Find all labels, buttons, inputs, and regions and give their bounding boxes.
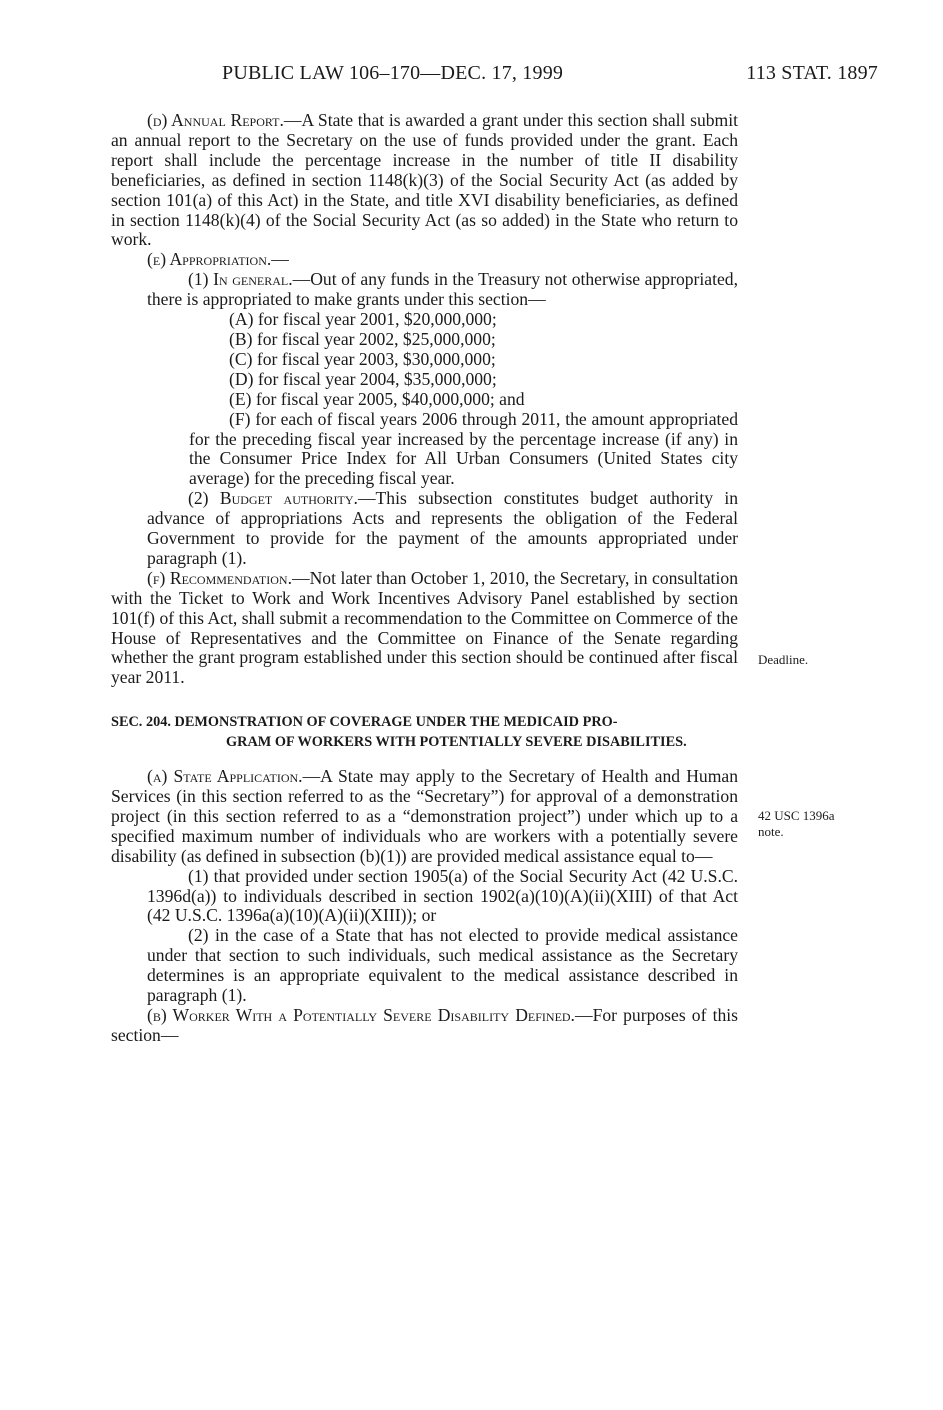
section-204-heading	[111, 713, 738, 753]
item-e-c: (C) for fiscal year 2003, $30,000,000;	[229, 348, 496, 369]
heading-204-b: (b) Worker With a Potentially Severe Disability Defined.	[147, 1004, 575, 1025]
heading-e2: (2) Budget authority.	[188, 488, 358, 509]
text-204-a: —A State may apply to the Secretary of Health and Human Services (in this section referred to as the “Secretary”) for approval of a demonstration project (in this section referred to as a “demonstration project”) under which up to a specified maximum number of individuals who are workers with a potentially severe disability (as defined in subsection (b)(1)) are provided medical assistance equal to—	[111, 766, 738, 866]
item-e-d: (D) for fiscal year 2004, $35,000,000;	[229, 368, 497, 389]
stat-page-number: 113 STAT. 1897	[746, 62, 878, 84]
item-e-b: (B) for fiscal year 2002, $25,000,000;	[229, 328, 496, 349]
margin-note-deadline: Deadline.	[758, 652, 809, 667]
usc-citation: 42 USC 1396a	[758, 808, 835, 823]
heading-f: (f) Recommendation.	[147, 567, 292, 588]
section-heading-line1: SEC. 204. DEMONSTRATION OF COVERAGE UNDER THE MEDICAID PRO-	[111, 714, 618, 731]
paragraph-204-b	[111, 1006, 738, 1046]
section-heading-line2: GRAM OF WORKERS WITH POTENTIALLY SEVERE DISABILITIES.	[226, 734, 687, 751]
heading-204-a: (a) State Application.	[147, 766, 303, 787]
paragraph-d	[111, 111, 738, 250]
item-204-a2: (2) in the case of a State that has not elected to provide medical assistance under that section to such individuals, such medical assistance as the Secretary determines is an appropriate equivalent to the medical assistance described in paragraph (1).	[147, 925, 738, 1006]
paragraph-e	[111, 250, 738, 270]
text-d: —A State that is awarded a grant under this section shall submit an annual report to the Secretary on the use of funds provided under the grant. Each report shall include the percentage increase in the number of title II disability beneficiaries, as defined in section 1148(k)(3) of the Social Security Act (as added by section 101(a) of this Act) in the State, and title XVI disability beneficiaries, as defined in section 1148(k)(4) of the Social Security Act (as so added) in the State who return to work.	[111, 110, 739, 250]
item-e-e: (E) for fiscal year 2005, $40,000,000; and	[229, 388, 525, 409]
item-204-a1: (1) that provided under section 1905(a) of the Social Security Act (42 U.S.C. 1396d(a)) to individuals described in section 1902(a)(10)(A)(ii)(XIII) of that Act (42 U.S.C. 1396a(a)(10)(A)(ii)(XIII)); or	[147, 865, 738, 926]
heading-e1: (1) In general.	[188, 269, 293, 290]
heading-d: (d) Annual Report.	[147, 110, 284, 130]
heading-e: (e) Appropriation.	[147, 249, 272, 270]
running-head: PUBLIC LAW 106–170—DEC. 17, 1999	[222, 62, 564, 84]
usc-note: note.	[758, 824, 784, 839]
text-e: —	[271, 249, 289, 270]
text-204-b: —For purposes of this section—	[111, 1004, 738, 1045]
paragraph-204-a	[111, 767, 738, 867]
paragraph-e1	[111, 270, 738, 310]
paragraph-f	[111, 569, 738, 688]
item-e-f: (F) for each of fiscal years 2006 through 2011, the amount appropriated for the preceding fiscal year increased by the percentage increase (if any) in the Consumer Price Index for All Urban Consumers (United States city average) for the preceding fiscal year.	[189, 408, 738, 489]
text-e1: —Out of any funds in the Treasury not otherwise appropriated, there is appropriated to make grants under this section—	[147, 269, 738, 310]
text-f: —Not later than October 1, 2010, the Secretary, in consultation with the Ticket to Work and Work Incentives Advisory Panel established by section 101(f) of this Act, shall submit a recommendation to the Committee on Commerce of the House of Representatives and the Committee on Finance of the Senate regarding whether the grant program established under this section should be continued after fiscal year 2011.	[111, 567, 739, 688]
document-body	[111, 111, 738, 1046]
paragraph-e2	[111, 489, 738, 569]
text-e2: —This subsection constitutes budget authority in advance of appropriations Acts and represents the obligation of the Federal Government to provide for the payment of the amounts appropriated under paragraph (1).	[147, 488, 739, 568]
item-e-a: (A) for fiscal year 2001, $20,000,000;	[229, 309, 497, 330]
margin-note-usc	[758, 808, 835, 840]
